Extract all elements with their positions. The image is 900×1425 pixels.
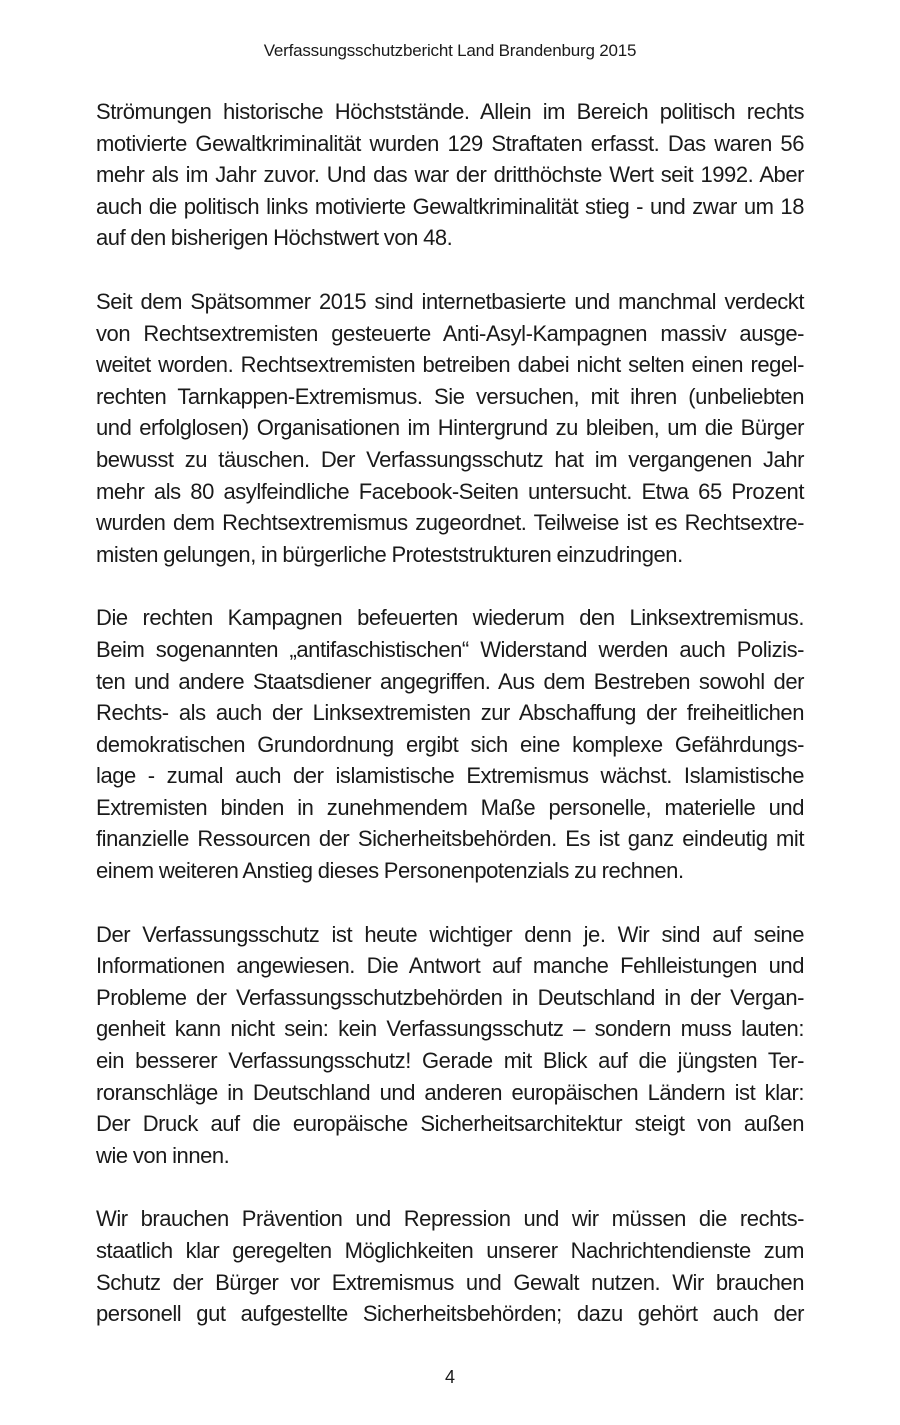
text-line: Wir brauchen Prävention und Repression und wir müssen die rechts- [96,1206,804,1232]
text-line: ein besserer Verfassungsschutz! Gerade mit Blick auf die jüngsten Ter- [96,1048,804,1074]
text-line: Strömungen historische Höchststände. Allein im Bereich politisch rechts [96,99,804,124]
text-line: weitet worden. Rechtsextremisten betreiben dabei nicht selten einen regel- [96,352,804,378]
text-line: Informationen angewiesen. Die Antwort auf manche Fehlleistungen und [96,953,804,979]
text-line: Extremisten binden in zunehmendem Maße personelle, materielle und [96,794,804,820]
text-line: Der Druck auf die europäische Sicherheitsarchitektur steigt von außen [96,1111,804,1137]
paragraph-1 [96,96,804,254]
text-line: von Rechtsextremisten gesteuerte Anti-Asyl-Kampagnen massiv ausge- [96,320,804,346]
text-line: Seit dem Spätsommer 2015 sind internetbasierte und manchmal verdeckt [96,288,804,314]
text-line: roranschläge in Deutschland und anderen europäischen Ländern ist klar: [96,1079,804,1105]
body-text [96,96,804,1362]
text-line: personell gut aufgestellte Sicherheitsbehörden; dazu gehört auch der [96,1301,804,1327]
text-line: Rechts- als auch der Linksextremisten zur Abschaffung der freiheitlichen [96,700,804,726]
text-line: ten und andere Staatsdiener angegriffen. Aus dem Bestreben sowohl der [96,668,804,694]
text-line: lage - zumal auch der islamistische Extremismus wächst. Islamistische [96,763,804,789]
text-line: motivierte Gewaltkriminalität wurden 129 Straftaten erfasst. Das waren 56 [96,130,804,156]
text-line: genheit kann nicht sein: kein Verfassungsschutz – sondern muss lauten: [96,1016,804,1042]
text-line: finanzielle Ressourcen der Sicherheitsbehörden. Es ist ganz eindeutig mit [96,826,804,852]
text-line: Die rechten Kampagnen befeuerten wiederum den Linksextremismus. [96,605,804,631]
paragraph-5 [96,1203,804,1329]
text-line: auch die politisch links motivierte Gewaltkriminalität stieg - und zwar um 18 [96,193,804,219]
text-line: mehr als 80 asylfeindliche Facebook-Seiten untersucht. Etwa 65 Prozent [96,478,804,504]
text-line: bewusst zu täuschen. Der Verfassungsschutz hat im vergangenen Jahr [96,446,804,472]
text-line: misten gelungen, in bürgerliche Proteststrukturen einzudringen. [96,541,683,567]
text-line: auf den bisherigen Höchstwert von 48. [96,225,453,251]
text-line: Schutz der Bürger vor Extremismus und Gewalt nutzen. Wir brauchen [96,1269,804,1295]
text-line: und erfolglosen) Organisationen im Hintergrund zu bleiben, um die Bürger [96,415,804,441]
text-line: wie von innen. [96,1142,230,1168]
page-number: 4 [444,1367,455,1387]
text-line: mehr als im Jahr zuvor. Und das war der dritthöchste Wert seit 1992. Aber [96,162,804,188]
text-line: rechten Tarnkappen-Extremismus. Sie versuchen, mit ihren (unbeliebten [96,383,804,409]
text-line: demokratischen Grundordnung ergibt sich eine komplexe Gefährdungs- [96,731,804,757]
text-line: Beim sogenannten „antifaschistischen“ Widerstand werden auch Polizis- [96,636,804,662]
paragraph-2 [96,286,804,570]
text-line: staatlich klar geregelten Möglichkeiten unserer Nachrichtendienste zum [96,1238,804,1263]
paragraph-4 [96,919,804,1172]
paragraph-3 [96,602,804,886]
text-line: einem weiteren Anstieg dieses Personenpotenzials zu rechnen. [96,858,684,884]
text-line: wurden dem Rechtsextremismus zugeordnet. Teilweise ist es Rechtsextre- [96,510,804,536]
text-line: Der Verfassungsschutz ist heute wichtiger denn je. Wir sind auf seine [96,921,804,947]
text-line: Probleme der Verfassungsschutzbehörden in Deutschland in der Vergan- [96,984,804,1010]
page-header-title: Verfassungsschutzbericht Land Brandenburg 2015 [263,41,637,60]
